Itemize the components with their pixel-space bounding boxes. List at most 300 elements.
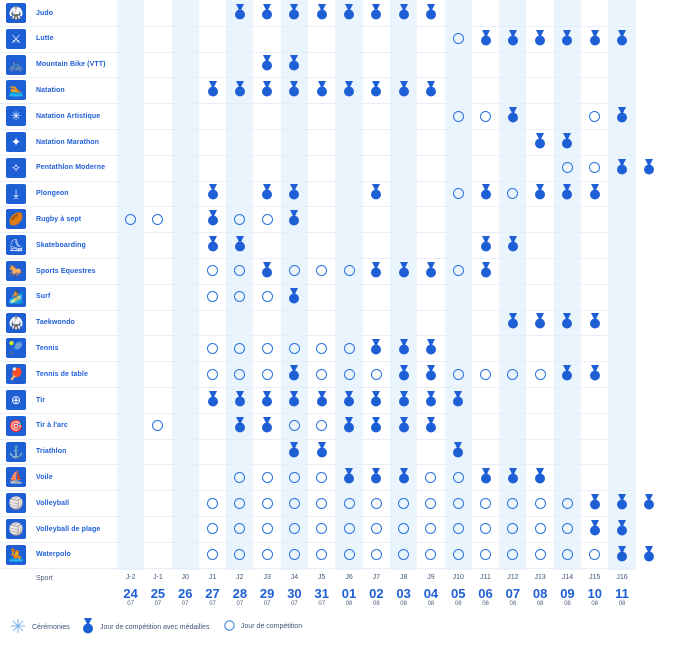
sport-name[interactable]: Pentathlon Moderne: [36, 164, 106, 172]
date-month-label: 08: [536, 601, 544, 607]
sport-cell[interactable]: [6, 2, 53, 24]
date-day-label: 07: [505, 586, 521, 601]
sport-cell[interactable]: [6, 492, 69, 514]
competition-day-marker: [480, 549, 491, 560]
competition-day-marker: [425, 498, 436, 509]
sport-row: [0, 284, 634, 311]
competition-day-marker: [398, 523, 409, 534]
medal-day-marker: [452, 442, 464, 458]
legend-medal-day-label: Jour de compétition avec médailles: [100, 623, 210, 631]
medal-day-marker: [643, 494, 655, 510]
day-number-label: J-1: [153, 574, 163, 581]
sport-row: [0, 464, 634, 491]
medal-day-marker: [370, 4, 382, 20]
medal-day-marker: [534, 133, 546, 149]
medal-day-marker: [207, 236, 219, 252]
medal-day-marker: [234, 391, 246, 407]
competition-day-marker: [453, 111, 464, 122]
competition-day-marker: [344, 549, 355, 560]
sport-row: [0, 232, 634, 259]
medal-day-marker: [480, 236, 492, 252]
medal-day-marker: [534, 184, 546, 200]
sport-row: [0, 310, 634, 337]
date-month-label: 08: [454, 601, 462, 607]
date-month-label: 08: [591, 601, 599, 607]
sport-cell[interactable]: [6, 183, 69, 205]
equestrian-icon: 🐎: [6, 261, 26, 281]
medal-icon: [82, 618, 94, 636]
date-day-label: 29: [259, 586, 275, 601]
competition-day-marker: [125, 214, 136, 225]
medal-day-marker: [616, 494, 628, 510]
competition-day-marker: [262, 291, 273, 302]
medal-day-marker: [561, 313, 573, 329]
sport-name[interactable]: Voile: [36, 473, 53, 481]
competition-day-marker: [344, 369, 355, 380]
sport-name[interactable]: Natation Artistique: [36, 112, 101, 120]
competition-day-marker: [344, 498, 355, 509]
sport-cell[interactable]: [6, 105, 100, 127]
medal-day-marker: [316, 4, 328, 20]
date-day-label: 04: [423, 586, 439, 601]
competition-day-marker: [289, 420, 300, 431]
competition-day-marker: [316, 343, 327, 354]
medal-day-marker: [261, 81, 273, 97]
date-month-label: 08: [372, 601, 380, 607]
medal-day-marker: [643, 546, 655, 562]
sport-cell[interactable]: [6, 28, 54, 50]
date-day-label: 05: [451, 586, 466, 601]
competition-day-marker: [234, 498, 245, 509]
medal-day-marker: [370, 339, 382, 355]
sport-row: [0, 413, 634, 440]
sport-row: [0, 542, 634, 569]
sport-cell[interactable]: [6, 389, 45, 411]
medal-day-marker: [561, 133, 573, 149]
date-day-label: 01: [341, 586, 357, 601]
table-tennis-icon: 🏓: [6, 364, 26, 384]
competition-day-marker: [453, 472, 464, 483]
competition-day-marker: [316, 472, 327, 483]
day-number-label: J6: [345, 574, 353, 581]
medal-day-marker: [343, 417, 355, 433]
medal-day-marker: [616, 520, 628, 536]
competition-day-marker: [453, 369, 464, 380]
competition-day-marker: [344, 265, 355, 276]
day-number-label: J2: [236, 574, 244, 581]
competition-day-marker: [207, 523, 218, 534]
date-month-label: 08: [345, 601, 353, 607]
competition-day-marker: [535, 549, 546, 560]
date-day-label: 30: [287, 586, 302, 601]
medal-day-marker: [288, 391, 300, 407]
date-day-label: 10: [587, 586, 602, 601]
medal-day-marker: [425, 391, 437, 407]
competition-day-marker: [289, 498, 300, 509]
open-circle-icon: [224, 620, 235, 633]
medal-day-marker: [534, 313, 546, 329]
competition-day-marker: [152, 420, 163, 431]
marathon-swim-icon: ✦: [6, 132, 26, 152]
judo-icon: 🥋: [6, 3, 26, 23]
competition-day-marker: [562, 162, 573, 173]
sport-cell[interactable]: [6, 441, 66, 463]
medal-day-marker: [398, 262, 410, 278]
competition-day-marker: [453, 498, 464, 509]
medal-day-marker: [507, 313, 519, 329]
sport-name[interactable]: Volleyball: [36, 499, 70, 507]
competition-day-marker: [535, 523, 546, 534]
medal-day-marker: [288, 55, 300, 71]
date-month-label: 08: [400, 601, 407, 607]
wrestling-icon: ⚔: [6, 29, 26, 49]
competition-day-marker: [562, 498, 573, 509]
medal-day-marker: [288, 81, 300, 97]
competition-day-marker: [507, 523, 518, 534]
medal-day-marker: [370, 417, 382, 433]
sport-row: [0, 387, 634, 414]
sport-name[interactable]: Plongeon: [36, 190, 69, 198]
medal-day-marker: [616, 107, 628, 123]
day-number-label: J14: [561, 574, 574, 581]
sport-row: [0, 26, 634, 53]
competition-day-marker: [480, 498, 491, 509]
medal-day-marker: [589, 365, 601, 381]
competition-day-marker: [507, 549, 518, 560]
medal-day-marker: [589, 520, 601, 536]
competition-day-marker: [289, 472, 300, 483]
medal-day-marker: [561, 365, 573, 381]
medal-day-marker: [398, 339, 410, 355]
sport-name[interactable]: Natation Marathon: [36, 138, 100, 146]
day-number-label: J16: [616, 574, 628, 581]
sport-row: [0, 52, 634, 79]
competition-day-marker: [589, 111, 600, 122]
competition-day-marker: [289, 549, 300, 560]
medal-day-marker: [425, 81, 437, 97]
sport-row: [0, 77, 634, 104]
competition-day-marker: [262, 472, 273, 483]
sport-cell[interactable]: [6, 363, 88, 385]
date-day-label: 28: [232, 586, 248, 601]
sport-name[interactable]: Sports Equestres: [36, 267, 96, 275]
sport-cell[interactable]: [6, 131, 99, 153]
competition-day-marker: [316, 265, 327, 276]
competition-day-marker: [371, 369, 382, 380]
medal-day-marker: [480, 262, 492, 278]
sport-cell[interactable]: [6, 157, 105, 179]
medal-day-marker: [643, 159, 655, 175]
competition-day-marker: [316, 549, 327, 560]
competition-day-marker: [535, 498, 546, 509]
legend: [0, 618, 634, 649]
sport-cell[interactable]: [6, 234, 86, 256]
competition-day-marker: [535, 369, 546, 380]
sport-cell[interactable]: [6, 260, 96, 282]
competition-day-marker: [234, 523, 245, 534]
competition-day-marker: [289, 265, 300, 276]
sport-row: [0, 516, 634, 543]
medal-day-marker: [561, 30, 573, 46]
sport-cell[interactable]: [6, 286, 50, 308]
day-number-label: J15: [589, 574, 601, 581]
medal-day-marker: [507, 236, 519, 252]
pentathlon-icon: ✧: [6, 158, 26, 178]
medal-day-marker: [370, 81, 382, 97]
rugby-icon: 🏉: [6, 209, 26, 229]
bike-icon: 🚲: [6, 55, 26, 75]
competition-day-marker: [207, 549, 218, 560]
date-day-label: 24: [123, 586, 138, 601]
sport-row: [0, 335, 634, 362]
medal-day-marker: [589, 494, 601, 510]
medal-day-marker: [234, 81, 246, 97]
competition-day-marker: [316, 369, 327, 380]
date-month-label: 07: [127, 601, 134, 607]
medal-day-marker: [425, 417, 437, 433]
date-month-label: 07: [209, 601, 216, 607]
medal-day-marker: [234, 417, 246, 433]
day-number-label: J7: [372, 574, 381, 581]
medal-day-marker: [398, 468, 410, 484]
medal-day-marker: [207, 184, 219, 200]
sport-name[interactable]: Waterpolo: [36, 551, 71, 559]
sport-cell[interactable]: [6, 518, 100, 540]
medal-day-marker: [234, 4, 246, 20]
competition-day-marker: [289, 343, 300, 354]
sport-name[interactable]: Skateboarding: [36, 241, 86, 249]
competition-day-marker: [234, 265, 245, 276]
medal-day-marker: [207, 81, 219, 97]
sport-name[interactable]: Volleyball de plage: [36, 525, 101, 533]
medal-day-marker: [425, 339, 437, 355]
medal-day-marker: [288, 365, 300, 381]
medal-day-marker: [616, 30, 628, 46]
medal-day-marker: [288, 210, 300, 226]
competition-day-marker: [234, 369, 245, 380]
sport-name[interactable]: Surf: [36, 293, 51, 301]
competition-day-marker: [453, 188, 464, 199]
competition-day-marker: [262, 369, 273, 380]
date-month-label: 08: [482, 601, 489, 607]
medal-day-marker: [288, 288, 300, 304]
competition-day-marker: [453, 549, 464, 560]
competition-day-marker: [480, 523, 491, 534]
sailing-icon: ⛵: [6, 467, 26, 487]
sport-cell[interactable]: [6, 54, 106, 76]
medal-day-marker: [616, 159, 628, 175]
medal-day-marker: [261, 262, 273, 278]
sport-name[interactable]: Triathlon: [36, 448, 67, 456]
competition-day-marker: [234, 343, 245, 354]
competition-day-marker: [262, 214, 273, 225]
sport-row: [0, 129, 634, 156]
legend-competition-day: [224, 620, 302, 633]
competition-day-marker: [234, 549, 245, 560]
date-day-label: 11: [615, 586, 629, 601]
sport-name[interactable]: Lutte: [36, 35, 54, 43]
medal-day-marker: [261, 184, 273, 200]
date-day-label: 02: [369, 586, 384, 601]
sport-cell[interactable]: [6, 544, 71, 566]
sport-name[interactable]: Mountain Bike (VTT): [36, 61, 106, 69]
artistic-swim-icon: ✳: [6, 106, 26, 126]
sport-cell[interactable]: [6, 208, 81, 230]
competition-day-marker: [453, 265, 464, 276]
volleyball-icon: 🏐: [6, 493, 26, 513]
legend-competition-day-label: Jour de compétition: [241, 623, 303, 630]
day-number-label: J10: [452, 574, 464, 581]
medal-day-marker: [589, 184, 601, 200]
sport-name[interactable]: Rugby à sept: [36, 215, 82, 223]
date-month-label: 07: [318, 601, 326, 607]
sport-row: [0, 439, 634, 466]
competition-day-marker: [371, 549, 382, 560]
day-number-label: J11: [480, 574, 491, 581]
sport-name[interactable]: Tennis de table: [36, 370, 88, 378]
ceremony-sparkle-icon: [10, 618, 26, 636]
medal-day-marker: [507, 107, 519, 123]
date-month-label: 07: [263, 601, 271, 607]
medal-day-marker: [398, 4, 410, 20]
medal-day-marker: [398, 417, 410, 433]
medal-day-marker: [288, 184, 300, 200]
date-day-label: 06: [478, 586, 493, 601]
sport-name[interactable]: Natation: [36, 86, 65, 94]
medal-day-marker: [261, 417, 273, 433]
competition-day-marker: [207, 498, 218, 509]
medal-day-marker: [288, 442, 300, 458]
sport-cell[interactable]: [6, 466, 53, 488]
competition-day-marker: [234, 291, 245, 302]
competition-day-marker: [398, 498, 409, 509]
date-month-label: 08: [618, 601, 626, 607]
sport-cell[interactable]: [6, 415, 68, 437]
sport-cell[interactable]: [6, 337, 59, 359]
medal-day-marker: [480, 184, 492, 200]
competition-day-marker: [507, 369, 518, 380]
sport-row: [0, 0, 634, 27]
skateboard-icon: ⛸: [6, 235, 26, 255]
sport-row: [0, 103, 634, 130]
sport-name[interactable]: Taekwondo: [36, 319, 75, 327]
medal-day-marker: [589, 30, 601, 46]
day-number-label: J3: [263, 574, 271, 581]
medal-day-marker: [370, 184, 382, 200]
competition-day-marker: [316, 523, 327, 534]
medal-day-marker: [616, 546, 628, 562]
medal-day-marker: [534, 468, 546, 484]
day-number-label: J0: [181, 574, 189, 581]
competition-day-marker: [453, 33, 464, 44]
archery-icon: 🎯: [6, 416, 26, 436]
medal-day-marker: [370, 391, 382, 407]
medal-day-marker: [425, 262, 437, 278]
sport-name[interactable]: Tir: [36, 396, 46, 404]
date-day-label: 08: [532, 586, 548, 601]
day-number-label: J13: [534, 574, 546, 581]
sport-name[interactable]: Judo: [36, 9, 54, 17]
day-number-label: J-2: [125, 574, 136, 581]
competition-day-marker: [562, 549, 573, 560]
competition-day-marker: [398, 549, 409, 560]
sport-cell[interactable]: [6, 79, 65, 101]
day-number-label: J8: [399, 574, 408, 581]
medal-day-marker: [316, 442, 328, 458]
sport-row: [0, 361, 634, 388]
medal-day-marker: [234, 236, 246, 252]
day-number-label: J12: [507, 574, 519, 581]
competition-day-marker: [207, 265, 218, 276]
medal-day-marker: [370, 262, 382, 278]
medal-day-marker: [589, 313, 601, 329]
competition-day-marker: [371, 498, 382, 509]
medal-day-marker: [534, 30, 546, 46]
sport-name[interactable]: Tennis: [36, 344, 59, 352]
date-month-label: 08: [427, 601, 435, 607]
competition-day-marker: [371, 523, 382, 534]
competition-day-marker: [344, 523, 355, 534]
competition-day-marker: [234, 214, 245, 225]
sport-row: [0, 206, 634, 233]
date-day-label: 09: [560, 586, 575, 601]
medal-day-marker: [343, 4, 355, 20]
medal-day-marker: [398, 391, 410, 407]
triathlon-icon: ⚓: [6, 442, 26, 462]
competition-day-marker: [207, 369, 218, 380]
legend-ceremonies: [10, 618, 70, 636]
medal-day-marker: [316, 391, 328, 407]
date-day-label: 03: [396, 586, 411, 601]
sport-cell[interactable]: [6, 312, 75, 334]
medal-day-marker: [425, 4, 437, 20]
medal-day-marker: [507, 30, 519, 46]
competition-day-marker: [207, 291, 218, 302]
medal-day-marker: [561, 184, 573, 200]
sport-name[interactable]: Tir à l'arc: [36, 422, 68, 430]
date-month-label: 07: [236, 601, 244, 607]
medal-day-marker: [261, 4, 273, 20]
medal-day-marker: [398, 81, 410, 97]
competition-day-marker: [152, 214, 163, 225]
date-day-label: 25: [150, 586, 166, 601]
competition-day-marker: [262, 549, 273, 560]
competition-day-marker: [589, 549, 600, 560]
legend-ceremonies-label: Cérémonies: [32, 623, 70, 631]
competition-day-marker: [234, 472, 245, 483]
date-month-label: 08: [509, 601, 517, 607]
waterpolo-icon: 🤽: [6, 545, 26, 565]
competition-day-marker: [316, 420, 327, 431]
competition-day-marker: [262, 498, 273, 509]
tennis-icon: 🎾: [6, 338, 26, 358]
medal-day-marker: [480, 30, 492, 46]
competition-day-marker: [562, 523, 573, 534]
competition-day-marker: [480, 369, 491, 380]
date-month-label: 07: [154, 601, 162, 607]
sport-row: [0, 490, 634, 517]
medal-day-marker: [316, 81, 328, 97]
competition-day-marker: [425, 523, 436, 534]
sport-row: [0, 155, 634, 182]
medal-day-marker: [398, 365, 410, 381]
medal-day-marker: [425, 365, 437, 381]
competition-day-marker: [344, 343, 355, 354]
competition-day-marker: [262, 523, 273, 534]
sport-row: [0, 181, 634, 208]
medal-day-marker: [261, 391, 273, 407]
competition-day-marker: [289, 523, 300, 534]
